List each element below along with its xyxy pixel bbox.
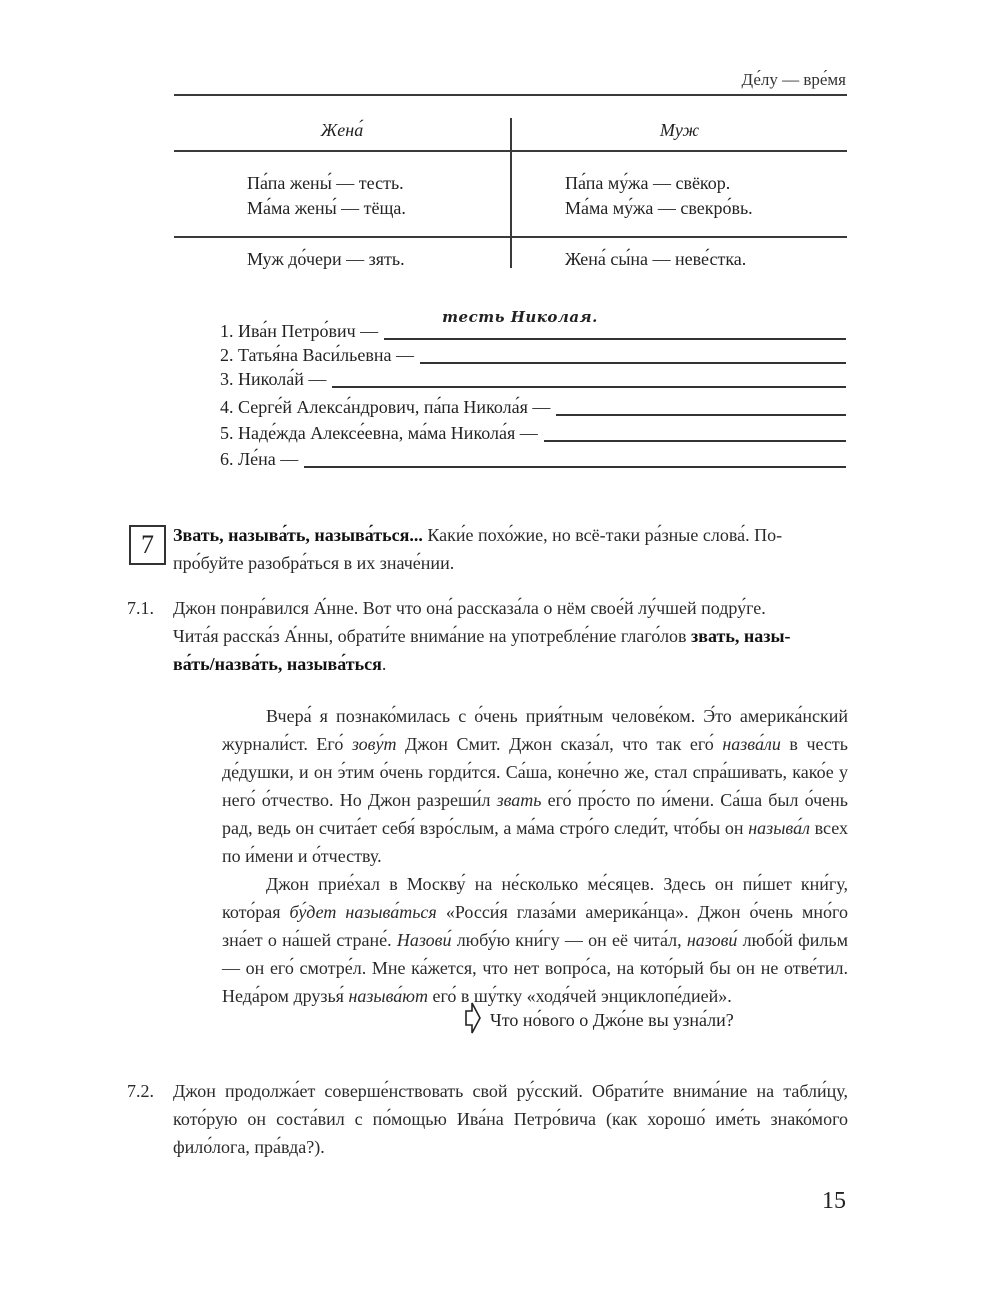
story-text-run: любо́й фильм — он его́ смотре́л. Мне ка́жется, что нет вопро́са, на кото́рый бы он не отве́тил. Неда́ром друзья́ <box>222 930 848 1006</box>
table-cell-line: Муж до́чери — зять. <box>247 249 405 269</box>
emphasized-verb: Назови́ <box>396 930 452 950</box>
story-text-run: Джон прие́хал в Москву́ на не́сколько ме́сяцев. Здесь он пи́шет кни́гу, кото́рая <box>222 874 848 922</box>
emphasized-verb: бу́дет называ́ться <box>289 902 437 922</box>
table-cell <box>565 247 746 272</box>
table-cell-line: Жена́ сы́на — неве́стка. <box>565 249 747 269</box>
story-text-run: «Росси́я глаза́ми америка́нца». Джон о́чень мно́го зна́ет о на́шей стране́. <box>222 902 848 950</box>
task-text-bold: ва́ть/назва́ть, называ́ться <box>173 654 382 674</box>
task-text-line: Джон понра́вился А́нне. Вот что она́ рассказа́ла о нём свое́й лу́чшей подру́ге. <box>173 598 766 618</box>
story-text-run: его́ про́сто по и́мени. Са́ша был о́чень рад, ведь он счита́ет себя́ взро́слым, а ма́ма стро́го следи́т, что́бы он <box>222 790 848 838</box>
task-text: Чита́я расска́з А́нны, обрати́те внима́ние на употребле́ние глаго́лов <box>173 626 692 646</box>
story-text <box>222 702 848 1010</box>
table-cell-line: Ма́ма жены́ — тёща. <box>247 198 406 218</box>
fill-in-item <box>220 308 846 342</box>
story-text-run: любу́ю кни́гу — он её чита́л, <box>451 930 687 950</box>
table-cell <box>247 171 406 221</box>
story-paragraph <box>222 870 848 1010</box>
task-7-1-instructions <box>173 594 848 678</box>
fill-in-item <box>220 366 846 390</box>
story-text-run: Джон Смит. Джон сказа́л, что так его́ <box>396 734 723 754</box>
emphasized-verb: зову́т <box>351 734 397 754</box>
task-number: 7.1. <box>127 598 154 618</box>
task-text: . <box>381 654 387 674</box>
handwritten-answer: тесть Николая. <box>442 308 598 326</box>
answer-field[interactable] <box>556 392 846 416</box>
fill-in-label: 4. Серге́й Алекса́ндрович, па́па Никола́я — <box>220 397 551 417</box>
running-head-title: Де́лу — вре́мя <box>741 70 846 89</box>
exercise-7-intro-text: Каки́е похо́жие, но всё-таки ра́зные слова́. По- <box>422 525 783 545</box>
story-text-run: в честь де́душки, и он э́тим о́чень горди́тся. Са́ша, коне́чно же, стал спра́шивать, како́е у него́ о́тчество. Но Джон разреши́л <box>222 734 848 810</box>
fill-in-item <box>220 342 846 366</box>
story-paragraph <box>222 702 848 870</box>
page-number: 15 <box>822 1188 846 1214</box>
emphasized-verb: назва́ли <box>722 734 781 754</box>
column-header-wife: Жена́ <box>320 120 364 140</box>
answer-field[interactable] <box>384 308 846 340</box>
exercise-7-title: Звать, называ́ть, называ́ться... <box>173 525 423 545</box>
table-cell <box>565 171 753 221</box>
exercise-number-box: 7 <box>129 525 166 565</box>
emphasized-verb: называ́л <box>748 818 810 838</box>
exercise-7-intro-text: про́буйте разобра́ться в их значе́нии. <box>173 553 455 573</box>
fill-in-label: 6. Ле́на — <box>220 449 299 469</box>
outline-arrow-right-icon <box>464 1001 482 1040</box>
task-text-bold: звать, назы- <box>691 626 791 646</box>
emphasized-verb: звать <box>496 790 542 810</box>
table-cell-line: Ма́ма му́жа — свекро́вь. <box>565 198 753 218</box>
answer-field[interactable] <box>304 444 846 468</box>
table-header-rule <box>174 150 847 152</box>
answer-field[interactable] <box>420 340 846 364</box>
table-cell-line: Па́па жены́ — тесть. <box>247 173 404 193</box>
fill-in-label: 2. Татья́на Васи́льевна — <box>220 345 414 365</box>
emphasized-verb: назови́ <box>686 930 738 950</box>
table-cell <box>247 247 405 272</box>
fill-in-label: 5. Наде́жда Алексе́евна, ма́ма Никола́я — <box>220 423 538 443</box>
task-number: 7.2. <box>127 1081 154 1101</box>
question-text: Что но́вого о Джо́не вы узна́ли? <box>490 1010 734 1030</box>
column-header-husband: Муж <box>659 120 700 140</box>
fill-in-item <box>220 394 846 418</box>
exercise-7-intro <box>173 521 848 577</box>
story-text-run: Вчера́ я познако́милась с о́чень прия́тным челове́ком. Э́то америка́нский журнали́ст. Его́ <box>222 706 848 754</box>
fill-in-item <box>220 420 846 444</box>
task-7-2-text: Джон продолжа́ет соверше́нствовать свой ру́сский. Обрати́те внима́ние на табли́цу, кото́рую он соста́вил с по́мощью Ива́на Петро́вича (как хорошо́ име́ть знако́мого фило́лога, пра́вда?). <box>173 1081 848 1157</box>
answer-field[interactable] <box>332 364 846 388</box>
emphasized-verb: называ́ют <box>348 986 428 1006</box>
story-text-run: его́ в шу́тку «ходя́чей энциклопе́дией». <box>428 986 732 1006</box>
discussion-question <box>464 1001 734 1040</box>
answer-field[interactable] <box>544 418 846 442</box>
table-cell-line: Па́па му́жа — свёкор. <box>565 173 731 193</box>
header-rule <box>174 94 847 96</box>
story-text-run: всех по и́мени и о́тчеству. <box>222 818 848 866</box>
table-row-rule <box>174 236 847 238</box>
fill-in-label: 3. Никола́й — <box>220 369 327 389</box>
fill-in-item <box>220 446 846 470</box>
fill-in-label: 1. Ива́н Петро́вич — <box>220 321 379 341</box>
